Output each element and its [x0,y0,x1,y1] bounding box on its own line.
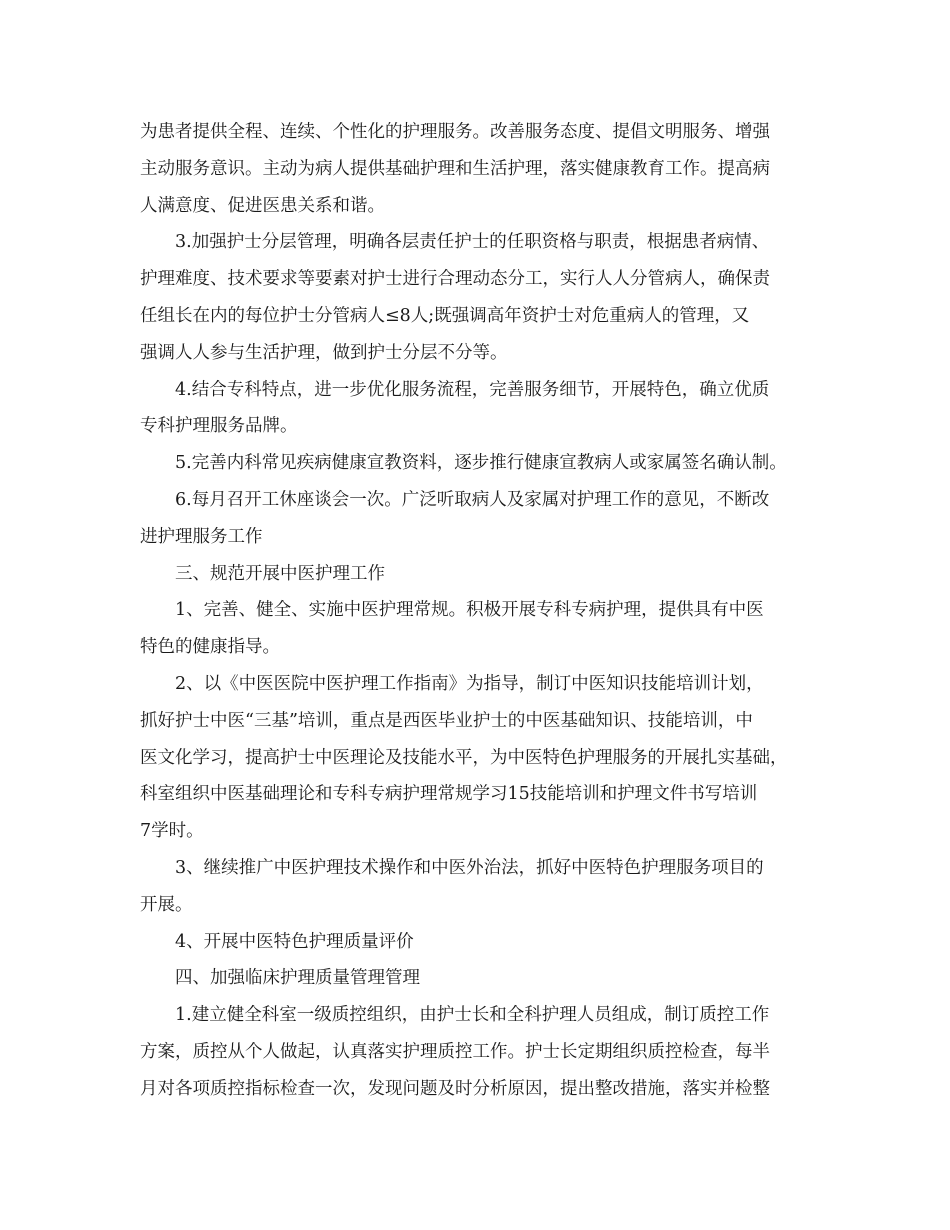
text-line: 任组长在内的每位护士分管病人≤8人;既强调高年资护士对危重病人的管理，又 [140,305,750,326]
text-line: 7学时。 [140,821,204,842]
text-line: 主动服务意识。主动为病人提供基础护理和生活护理，落实健康教育工作。提高病 [140,158,770,179]
text-line: 为患者提供全程、连续、个性化的护理服务。改善服务态度、提倡文明服务、增强 [140,122,770,142]
text-line: 方案，质控从个人做起，认真落实护理质控工作。护士长定期组织质控检查，每半 [140,1041,770,1062]
text-line: 5.完善内科常见疾病健康宣教资料，逐步推行健康宣教病人或家属签名确认制。 [175,453,787,474]
text-line: 医文化学习，提高护士中医理论及技能水平，为中医特色护理服务的开展扎实基础， [140,747,788,768]
text-line: 3、继续推广中医护理技术操作和中医外治法，抓好中医特色护理服务项目的 [175,857,764,878]
text-line: 专科护理服务品牌。 [140,416,298,437]
text-line: 3.加强护士分层管理，明确各层责任护士的任职资格与职责，根据患者病情、 [175,232,770,253]
section-heading: 三、规范开展中医护理工作 [175,563,385,584]
text-line: 科室组织中医基础理论和专科专病护理常规学习15技能培训和护理文件书写培训 [140,784,758,805]
text-line: 抓好护士中医“三基”培训，重点是西医毕业护士的中医基础知识、技能培训，中 [140,710,753,731]
text-line: 月对各项质控指标检查一次，发现问题及时分析原因，提出整改措施，落实并检整 [140,1078,770,1099]
text-line: 1、完善、健全、实施中医护理常规。积极开展专科专病护理，提供具有中医 [175,600,764,621]
text-line: 进护理服务工作 [140,526,263,547]
section-heading: 四、加强临床护理质量管理管理 [175,968,420,989]
text-line: 6.每月召开工休座谈会一次。广泛听取病人及家属对护理工作的意见，不断改 [175,489,770,510]
text-line: 强调人人参与生活护理，做到护士分层不分等。 [140,342,508,363]
text-line: 4、开展中医特色护理质量评价 [175,931,414,952]
text-line: 护理难度、技术要求等要素对护士进行合理动态分工，实行人人分管病人，确保责 [140,269,770,290]
text-line: 开展。 [140,894,193,915]
text-line: 1.建立健全科室一级质控组织，由护士长和全科护理人员组成，制订质控工作 [175,1005,770,1026]
document-body [140,114,830,1108]
text-line: 4.结合专科特点，进一步优化服务流程，完善服务细节，开展特色，确立优质 [175,379,770,400]
text-line: 人满意度、促进医患关系和谐。 [140,195,385,216]
text-line: 2、以《中医医院中医护理工作指南》为指导，制订中医知识技能培训计划， [175,673,764,694]
text-line: 特色的健康指导。 [140,637,280,658]
